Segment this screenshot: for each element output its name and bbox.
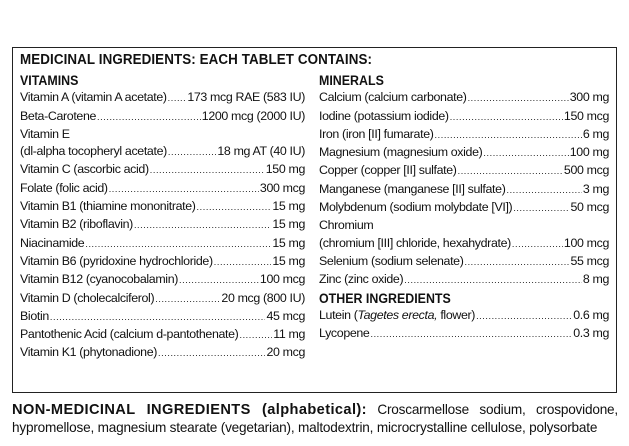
- vitamins-column: [20, 72, 305, 363]
- ingredient-name: Chromium: [319, 218, 374, 233]
- ingredient-row: [319, 126, 609, 144]
- ingredient-row: [319, 162, 609, 180]
- ingredient-name: Beta-Carotene: [20, 108, 97, 123]
- ingredient-row: [20, 180, 305, 198]
- ingredient-row: [319, 217, 609, 234]
- ingredient-name: (chromium [III] chloride, hexahydrate): [319, 235, 511, 250]
- ingredient-amount: 20 mcg (800 IU): [221, 290, 305, 305]
- dot-leader: [158, 345, 265, 362]
- ingredient-amount: 8 mg: [582, 272, 609, 287]
- ingredient-name: Lycopene: [319, 326, 370, 341]
- ingredient-row: [20, 108, 305, 126]
- ingredient-amount: 100 mcg: [563, 235, 609, 250]
- ingredient-name: Copper (copper [II] sulfate): [319, 163, 457, 178]
- ingredient-name: Molybdenum (sodium molybdate [VI]): [319, 200, 513, 215]
- ingredient-name: Zinc (zinc oxide): [319, 272, 404, 287]
- ingredient-amount: 300 mg: [569, 90, 609, 105]
- ingredient-row: [20, 216, 305, 234]
- ingredient-name: Manganese (manganese [II] sulfate): [319, 181, 506, 196]
- ingredient-row: [319, 89, 609, 107]
- ingredient-row: [20, 308, 305, 326]
- dot-leader: [450, 109, 563, 126]
- ingredient-row: [20, 326, 305, 344]
- ingredient-name: Vitamin C (ascorbic acid): [20, 162, 149, 177]
- dot-leader: [109, 181, 259, 198]
- non-medicinal-line-2: hypromellose, magnesium stearate (vegetarian), maltodextrin, microcrystalline cellulose, polysorbate: [12, 420, 598, 435]
- ingredient-row: [20, 126, 305, 143]
- ingredient-amount: 45 mcg: [266, 308, 305, 323]
- ingredient-row: [319, 181, 609, 199]
- ingredient-amount: 150 mcg: [563, 108, 609, 123]
- dot-leader: [370, 326, 572, 343]
- ingredient-row: [20, 344, 305, 362]
- ingredient-amount: 18 mg AT (40 IU): [217, 144, 305, 159]
- ingredient-row: [319, 271, 609, 289]
- ingredient-name: Vitamin B2 (riboflavin): [20, 217, 133, 232]
- lutein-species: Tagetes erecta,: [357, 307, 438, 322]
- ingredient-row: [20, 271, 305, 289]
- dot-leader: [150, 162, 265, 179]
- non-medicinal-heading: NON-MEDICINAL INGREDIENTS (alphabetical):: [12, 402, 367, 418]
- minerals-heading: MINERALS: [319, 73, 384, 88]
- ingredient-row: [20, 198, 305, 216]
- ingredient-amount: 6 mg: [582, 126, 609, 141]
- ingredient-name: Vitamin E: [20, 126, 70, 141]
- dot-leader: [404, 272, 582, 289]
- ingredient-row: [319, 235, 609, 253]
- ingredient-amount: 15 mg: [272, 235, 305, 250]
- ingredient-amount: 500 mcg: [563, 163, 609, 178]
- ingredient-amount: 20 mcg: [266, 345, 305, 360]
- minerals-column: [319, 72, 609, 343]
- dot-leader: [179, 272, 259, 289]
- ingredient-name: Vitamin B6 (pyridoxine hydrochloride): [20, 253, 213, 268]
- dot-leader: [512, 236, 563, 253]
- ingredient-row: [20, 143, 305, 161]
- ingredient-name: (dl-alpha tocopheryl acetate): [20, 144, 167, 159]
- ingredient-name: Biotin: [20, 308, 49, 323]
- dot-leader: [464, 254, 569, 271]
- ingredient-row: [20, 253, 305, 271]
- ingredient-name: Calcium (calcium carbonate): [319, 90, 467, 105]
- dot-leader: [468, 90, 569, 107]
- ingredient-row: [319, 199, 609, 217]
- ingredient-name: Selenium (sodium selenate): [319, 253, 464, 268]
- ingredient-amount: 1200 mcg (2000 IU): [201, 108, 305, 123]
- ingredient-amount: 15 mg: [272, 217, 305, 232]
- ingredient-row: [20, 89, 305, 107]
- lutein-name-start: Lutein (: [319, 307, 358, 322]
- non-medicinal-text-1: Croscarmellose sodium, crospovidone,: [377, 402, 618, 417]
- dot-leader: [214, 254, 272, 271]
- ingredient-amount: 15 mg: [272, 253, 305, 268]
- dot-leader: [476, 308, 572, 325]
- dot-leader: [97, 109, 201, 126]
- ingredient-amount: 15 mg: [272, 199, 305, 214]
- ingredient-row: [20, 235, 305, 253]
- ingredient-row: [319, 108, 609, 126]
- ingredient-row: [319, 144, 609, 162]
- ingredient-name: Vitamin D (cholecalciferol): [20, 290, 155, 305]
- minerals-list: [319, 89, 609, 289]
- ingredient-amount: 0.3 mg: [573, 326, 609, 341]
- ingredient-name: Iron (iron [II] fumarate): [319, 126, 434, 141]
- ingredient-amount: 300 mcg: [259, 180, 305, 195]
- ingredient-name: [319, 307, 475, 324]
- ingredient-amount: 100 mg: [569, 145, 609, 160]
- dot-leader: [458, 163, 563, 180]
- ingredient-name: Vitamin A (vitamin A acetate): [20, 90, 167, 105]
- dot-leader: [134, 217, 271, 234]
- ingredient-row: [20, 290, 305, 308]
- dot-leader: [239, 327, 272, 344]
- dot-leader: [506, 182, 581, 199]
- ingredient-name: Iodine (potassium iodide): [319, 108, 449, 123]
- dot-leader: [168, 144, 217, 161]
- dot-leader: [168, 90, 187, 107]
- ingredient-row-lycopene: [319, 325, 609, 343]
- ingredient-amount: 0.6 mg: [573, 307, 609, 322]
- ingredient-name: Vitamin B12 (cyanocobalamin): [20, 272, 179, 287]
- ingredient-amount: 3 mg: [582, 181, 609, 196]
- ingredient-name: Vitamin K1 (phytonadione): [20, 345, 158, 360]
- ingredient-name: Vitamin B1 (thiamine mononitrate): [20, 199, 196, 214]
- dot-leader: [155, 291, 220, 308]
- dot-leader: [513, 200, 569, 217]
- dot-leader: [435, 127, 582, 144]
- dot-leader: [85, 236, 271, 253]
- dot-leader: [50, 309, 266, 326]
- other-ingredients-heading: OTHER INGREDIENTS: [319, 290, 451, 306]
- ingredient-amount: 173 mcg RAE (583 IU): [187, 90, 305, 105]
- ingredient-amount: 50 mcg: [570, 200, 609, 215]
- ingredient-amount: 55 mcg: [570, 253, 609, 268]
- ingredient-amount: 100 mcg: [259, 272, 305, 287]
- ingredient-row-lutein: [319, 307, 609, 325]
- non-medicinal-ingredients: [12, 401, 618, 437]
- ingredient-name: Pantothenic Acid (calcium d-pantothenate): [20, 327, 239, 342]
- dot-leader: [197, 199, 272, 216]
- vitamins-list: [20, 89, 305, 362]
- vitamins-heading: VITAMINS: [20, 73, 79, 88]
- ingredient-name: Folate (folic acid): [20, 180, 108, 195]
- ingredient-amount: 150 mg: [265, 162, 305, 177]
- ingredient-name: Magnesium (magnesium oxide): [319, 145, 483, 160]
- ingredient-name: Niacinamide: [20, 235, 85, 250]
- ingredient-row: [20, 161, 305, 179]
- non-medicinal-line-1: [12, 401, 618, 419]
- dot-leader: [483, 145, 568, 162]
- ingredient-amount: 11 mg: [273, 327, 305, 342]
- lutein-name-end: flower): [437, 307, 476, 322]
- box-title: MEDICINAL INGREDIENTS: EACH TABLET CONTAINS:: [20, 52, 373, 68]
- medicinal-ingredients-box: [12, 47, 617, 393]
- ingredient-row: [319, 253, 609, 271]
